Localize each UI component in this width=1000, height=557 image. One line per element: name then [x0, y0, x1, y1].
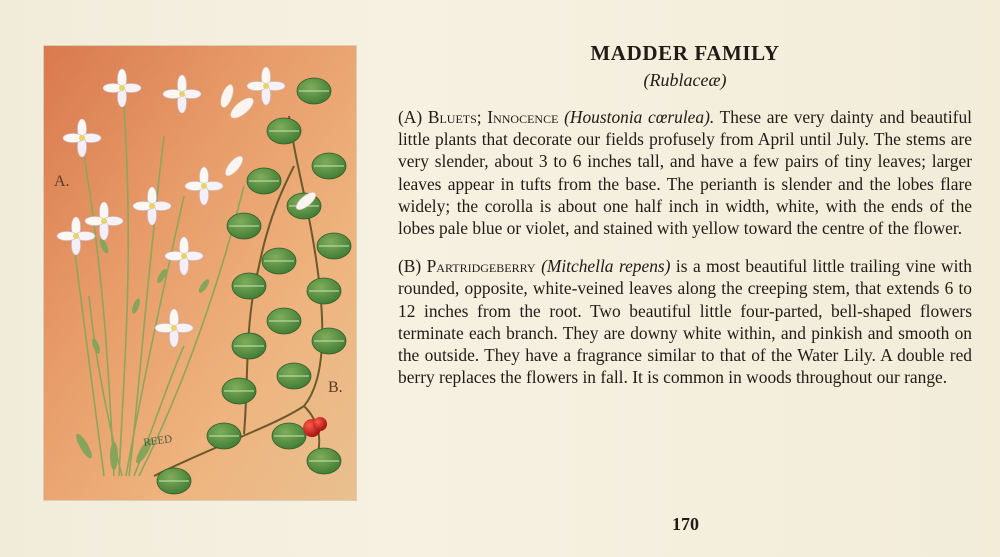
section-a-marker: (A) [398, 107, 423, 127]
section-b-name: Partridgeberry [426, 256, 536, 277]
section-b-paragraph [398, 255, 972, 388]
section-b-latin: (Mitchella repens) [541, 256, 671, 277]
family-latin-name: (Rublaceæ) [643, 70, 727, 90]
page-number: 170 [672, 514, 699, 534]
illustration-label-a: A. [54, 173, 70, 190]
section-a-name-2: Innocence [487, 107, 559, 127]
artist-signature: REED [142, 433, 173, 449]
section-a-latin: (Houstonia cœrulea). [564, 107, 715, 127]
section-a-name-1: Bluets; [427, 107, 482, 127]
page-heading: MADDER FAMILY [590, 41, 780, 65]
section-b-body: is a most beautiful little trailing vine with rounded, opposite, white-veined leaves along the creeping stem, that extends 6 to 12 inches from the root. Two beautiful little four-parted, bell-shaped flowers terminate each branch. They are downy white within, and pinkish and smooth on the outside. They have a fragrance similar to that of the Water Lily. A double red berry replaces the flowers in fall. It is common in woods throughout our range. [398, 256, 972, 388]
section-b-marker: (B) [398, 256, 422, 277]
text-column [398, 40, 972, 388]
section-a-body: These are very dainty and beautiful little plants that decorate our fields profusely from April until July. The stems are very slender, about 3 to 6 inches tall, and have a few pairs of tiny leaves; larger leaves appear in tufts from the base. The perianth is slender and the lobes flare widely; the corolla is about one half inch in width, white, with the ends of the lobes pale blue or violet, and stained with yellow toward the centre of the flower. [398, 107, 973, 239]
botanical-illustration [44, 46, 356, 500]
section-a-paragraph [398, 106, 972, 239]
illustration-label-b: B. [328, 379, 343, 396]
